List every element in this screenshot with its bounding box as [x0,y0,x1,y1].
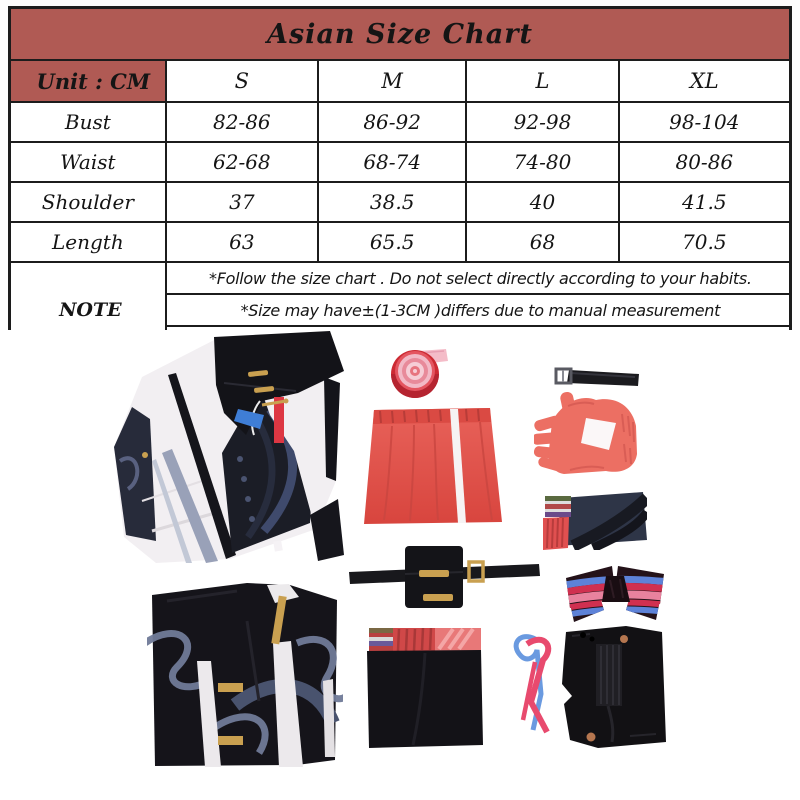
note-line-1: *Follow the size chart . Do not select directly according to your habits. [166,262,791,294]
unit-label: Unit : CM [10,60,166,102]
belt-pouch-image [349,544,541,612]
black-shorts-image [367,627,483,751]
length-xl: 70.5 [619,222,791,262]
note-line-2: *Size may have±(1-3CM )differs due to manual measurement [166,294,791,326]
table-row [10,142,791,182]
length-m: 65.5 [318,222,466,262]
bust-l: 92-98 [466,102,618,142]
size-col-s: S [166,60,318,102]
wrist-cuff-image [543,490,647,550]
shoulder-xl: 41.5 [619,182,791,222]
note-label: NOTE [10,262,166,359]
row-label-length: Length [10,222,166,262]
red-skirt-image [362,402,504,530]
fingerless-gloves-image [534,392,640,480]
shoulder-m: 38.5 [318,182,466,222]
product-photo [0,330,800,800]
table-row [10,182,791,222]
row-label-waist: Waist [10,142,166,182]
row-label-shoulder: Shoulder [10,182,166,222]
size-col-l: L [466,60,618,102]
waist-s: 62-68 [166,142,318,182]
patterned-black-skirt-image [147,581,343,769]
ribbon-roll-image [388,347,452,399]
size-chart-table [8,6,792,360]
length-l: 68 [466,222,618,262]
black-underlayer-image [560,626,668,750]
waist-l: 74-80 [466,142,618,182]
bust-xl: 98-104 [619,102,791,142]
ribbon-ties-image [503,632,557,736]
size-chart-title: Asian Size Chart [10,8,791,61]
size-col-m: M [318,60,466,102]
folded-jacket-image [112,331,346,565]
waist-xl: 80-86 [619,142,791,182]
shoulder-s: 37 [166,182,318,222]
bust-s: 82-86 [166,102,318,142]
table-row [10,102,791,142]
length-s: 63 [166,222,318,262]
waist-m: 68-74 [318,142,466,182]
shoulder-strap-image [553,362,643,392]
striped-bow-image [560,560,670,624]
row-label-bust: Bust [10,102,166,142]
table-row [10,222,791,262]
shoulder-l: 40 [466,182,618,222]
size-col-xl: XL [619,60,791,102]
bust-m: 86-92 [318,102,466,142]
